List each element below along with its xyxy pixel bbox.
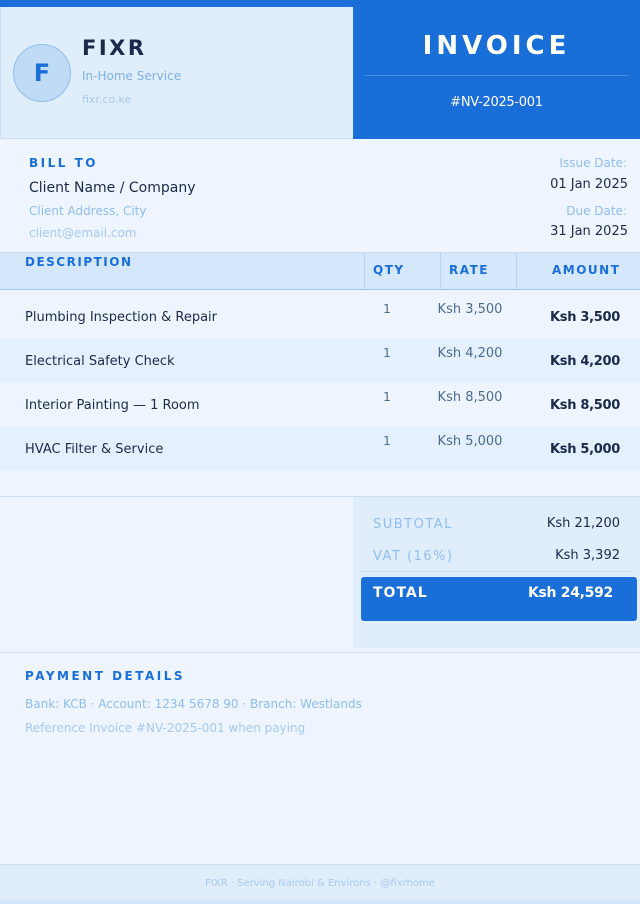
client-email: client@email.com xyxy=(29,226,137,240)
invoice-footer xyxy=(0,864,640,899)
vat-label: VAT (16%) xyxy=(373,549,454,564)
bill-to-section xyxy=(0,139,640,253)
payment-details-label: PAYMENT DETAILS xyxy=(25,669,186,683)
brand-tagline: In-Home Service xyxy=(82,69,182,83)
brand-logo xyxy=(13,44,71,102)
header-separator xyxy=(364,253,365,289)
header-separator xyxy=(516,253,517,289)
row-description: Interior Painting — 1 Room xyxy=(25,398,200,413)
row-rate: Ksh 5,000 xyxy=(437,434,503,449)
subtotal-value: Ksh 21,200 xyxy=(546,516,620,531)
total-value: Ksh 24,592 xyxy=(527,585,613,601)
table-row xyxy=(0,383,640,427)
table-row xyxy=(0,339,640,383)
table-header xyxy=(0,253,640,290)
header-description: DESCRIPTION xyxy=(25,255,133,269)
invoice-number: #NV-2025-001 xyxy=(450,95,543,110)
grand-total-box xyxy=(361,577,637,621)
client-name: Client Name / Company xyxy=(29,180,196,196)
brand-name: FIXR xyxy=(82,36,147,60)
payment-reference: Reference Invoice #NV-2025-001 when paying xyxy=(25,721,306,735)
table-row xyxy=(0,427,640,471)
row-rate: Ksh 3,500 xyxy=(437,302,503,317)
row-qty: 1 xyxy=(383,434,391,448)
vat-value: Ksh 3,392 xyxy=(555,548,620,563)
due-date-value: 31 Jan 2025 xyxy=(550,224,628,239)
row-qty: 1 xyxy=(383,302,391,316)
footer-text: FIXR · Serving Nairobi & Environs · @fixrhome xyxy=(205,878,435,889)
table-row xyxy=(0,295,640,339)
bill-to-label: BILL TO xyxy=(29,156,98,170)
client-address: Client Address, City xyxy=(29,204,147,218)
payment-divider xyxy=(0,652,640,653)
header-rate: RATE xyxy=(449,263,489,277)
due-date-label: Due Date: xyxy=(566,204,627,218)
row-amount: Ksh 4,200 xyxy=(549,354,620,369)
subtotal-label: SUBTOTAL xyxy=(373,517,453,532)
row-qty: 1 xyxy=(383,346,391,360)
row-amount: Ksh 8,500 xyxy=(549,398,620,413)
bottom-stripe xyxy=(0,899,640,904)
row-rate: Ksh 4,200 xyxy=(437,346,503,361)
row-qty: 1 xyxy=(383,390,391,404)
issue-date-label: Issue Date: xyxy=(559,156,627,170)
title-divider xyxy=(365,75,628,76)
row-description: HVAC Filter & Service xyxy=(25,442,164,457)
header-separator xyxy=(440,253,441,289)
logo-letter: F xyxy=(33,59,51,87)
row-amount: Ksh 3,500 xyxy=(549,310,620,325)
payment-bank-details: Bank: KCB · Account: 1234 5678 90 · Branch: Westlands xyxy=(25,697,362,711)
brand-website: fixr.co.ke xyxy=(82,93,132,106)
invoice-header xyxy=(0,7,640,139)
brand-panel xyxy=(0,7,353,139)
row-amount: Ksh 5,000 xyxy=(549,442,620,457)
row-description: Plumbing Inspection & Repair xyxy=(25,310,218,325)
header-qty: QTY xyxy=(373,263,405,277)
row-description: Electrical Safety Check xyxy=(25,354,175,369)
top-accent-stripe xyxy=(0,0,640,7)
totals-panel xyxy=(353,497,640,648)
header-amount: AMOUNT xyxy=(552,263,621,277)
invoice-title-panel xyxy=(353,7,640,139)
issue-date-value: 01 Jan 2025 xyxy=(550,177,628,192)
row-rate: Ksh 8,500 xyxy=(437,390,503,405)
total-label: TOTAL xyxy=(373,585,428,601)
totals-rule xyxy=(361,571,632,572)
invoice-title: INVOICE xyxy=(422,31,571,61)
